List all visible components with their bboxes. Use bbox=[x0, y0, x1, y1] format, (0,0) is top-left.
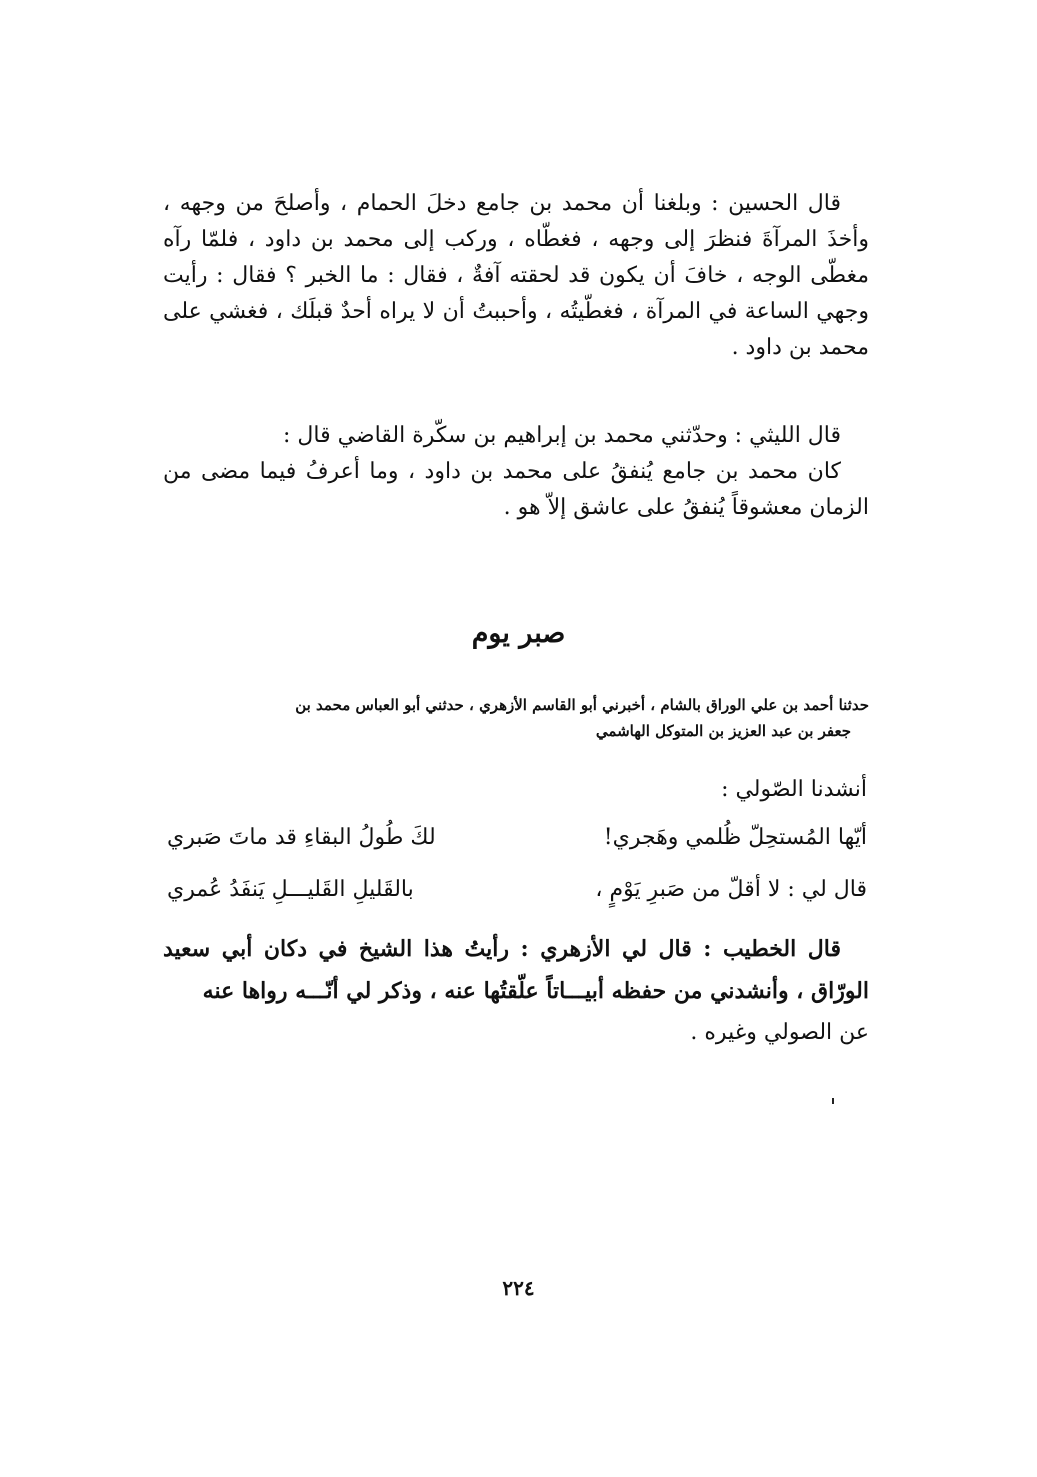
narration-chain bbox=[163, 692, 869, 744]
paragraph-1 bbox=[163, 186, 869, 366]
paragraph-3-last-line: عن الصولي وغيره . bbox=[690, 1020, 869, 1045]
verse-2-second-hemistich: بالقَليلِ القَليـــلِ يَنفَدُ عُمري bbox=[167, 877, 414, 902]
paragraph-3-text: قال الخطيب : قال لي الأزهري : رأيتُ هذا الشيخ في دكان أبي سعيد الورّاق ، وأنشدني من حفظه أبيـــاتاً علّقتُها عنه ، وذكر لي أنّـــه رواها عنه bbox=[163, 936, 869, 1004]
verse-intro: أنشدنا الصّولي : bbox=[721, 777, 867, 802]
section-title: صبر يوم bbox=[471, 618, 566, 649]
verse-2 bbox=[167, 872, 867, 908]
verse-1-second-hemistich: لكَ طُولُ البقاءِ قد ماتَ صَبري bbox=[167, 825, 436, 850]
paragraph-2-line-1: قال الليثي : وحدّثني محمد بن إبراهيم بن سكّرة القاضي قال : bbox=[282, 423, 841, 448]
paragraph-2 bbox=[163, 418, 869, 526]
paragraph-3 bbox=[163, 928, 869, 1054]
stray-mark bbox=[832, 1098, 834, 1104]
paragraph-2-line-2: كان محمد بن جامع يُنفقُ على محمد بن داود ، وما أعرفُ فيما مضى من الزمان معشوقاً يُنفقُ على عاشق إلاّ هو . bbox=[163, 459, 869, 520]
verse-1-first-hemistich: أيّها المُستحِلّ ظُلمي وهَجري! bbox=[603, 825, 867, 850]
narration-chain-line-1: حدثنا أحمد بن علي الوراق بالشام ، أخبرني أبو القاسم الأزهري ، حدثني أبو العباس محمد بن bbox=[295, 696, 869, 714]
verse-1 bbox=[167, 820, 867, 856]
narration-chain-line-2: جعفر بن عبد العزيز بن المتوكل الهاشمي bbox=[595, 722, 851, 740]
page-number: ٢٢٤ bbox=[502, 1276, 535, 1300]
verse-2-first-hemistich: قال لي : لا أقلّ من صَبرِ يَوْمٍ ، bbox=[595, 877, 867, 902]
paragraph-1-text: قال الحسين : وبلغنا أن محمد بن جامع دخلَ الحمام ، وأصلحَ من وجهه ، وأخذَ المرآةَ فنظرَ إلى وجهه ، فغطّاه ، وركب إلى محمد بن داود ، فلمّا رآه مغطّى الوجه ، خافَ أن يكون قد لحقته آفةٌ ، فقال : ما الخبر ؟ فقال : رأيت وجهي الساعة في المرآة ، فغطّيتُه ، وأحببتُ أن لا يراه أحدٌ قبلَك ، فغشي على محمد بن داود . bbox=[163, 191, 869, 360]
